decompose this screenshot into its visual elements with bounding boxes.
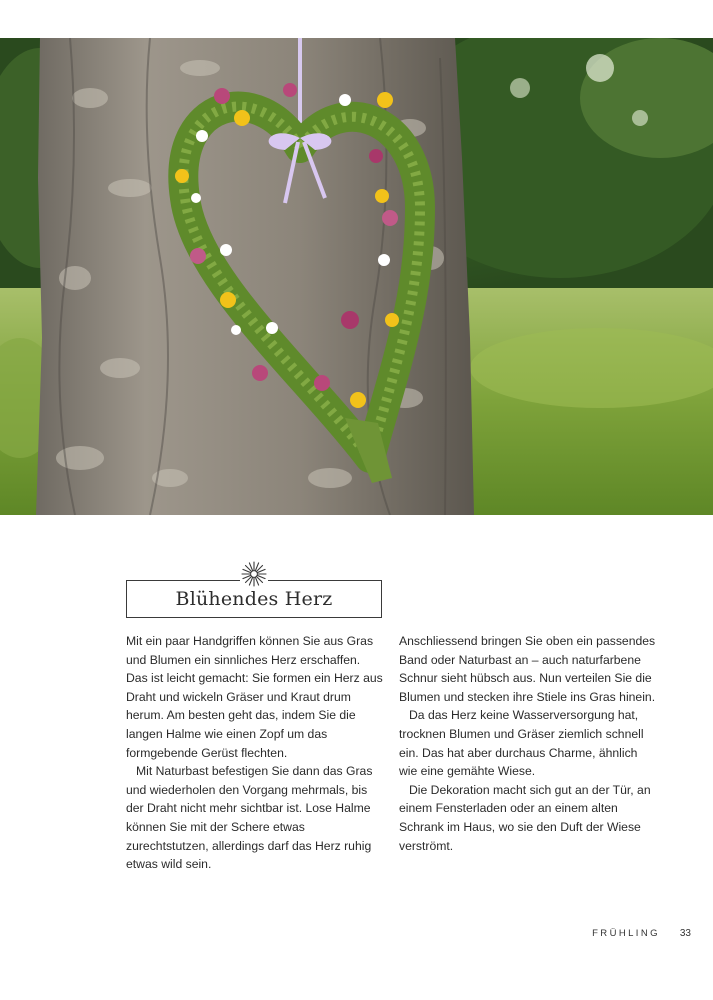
- page-footer: [592, 926, 691, 940]
- paragraph: Mit Naturbast befestigen Sie dann das Gras und wiederholen den Vorgang mehrmals, bis der Draht nicht mehr sichtbar ist. Lose Halme können Sie mit der Schere etwas zurechtstutzen, allerdings darf das Herz ruhig etwas wild sein.: [126, 764, 373, 872]
- paragraph: Mit ein paar Handgriffen können Sie aus Gras und Blumen ein sinnliches Herz erschaffen. Das ist leicht gemacht: Sie formen ein Herz aus Draht und wickeln Gräser und Kraut drum herum. Am besten geht das, indem Sie die langen Halme wie einen Zopf um das formgebende Gerüst flechten.: [126, 634, 383, 760]
- heart-wreath-photo: [0, 38, 713, 515]
- page-number: 33: [679, 927, 691, 939]
- section-title: [126, 560, 382, 620]
- paragraph: Da das Herz keine Wasserversorgung hat, trocknen Blumen und Gräser ziemlich schnell ein. Das hat aber durchaus Charme, ähnlich wie eine gemähte Wiese.: [399, 708, 644, 779]
- page-title: Blühendes Herz: [175, 588, 333, 610]
- text-column-right: [399, 632, 657, 855]
- text-column-left: [126, 632, 384, 874]
- paragraph: Anschliessend bringen Sie oben ein passendes Band oder Naturbast an – auch naturfarbene Schnur sieht hübsch aus. Nun verteilen Sie die Blumen und stecken ihre Stiele ins Gras hinein.: [399, 634, 656, 704]
- daisy-icon: [240, 560, 268, 588]
- paragraph: Die Dekoration macht sich gut an der Tür, an einem Fensterladen oder an einem alten Schrank im Haus, wo sie den Duft der Wiese verströmt.: [399, 782, 651, 853]
- section-name: FRÜHLING: [592, 927, 660, 939]
- header-photo: [0, 38, 713, 515]
